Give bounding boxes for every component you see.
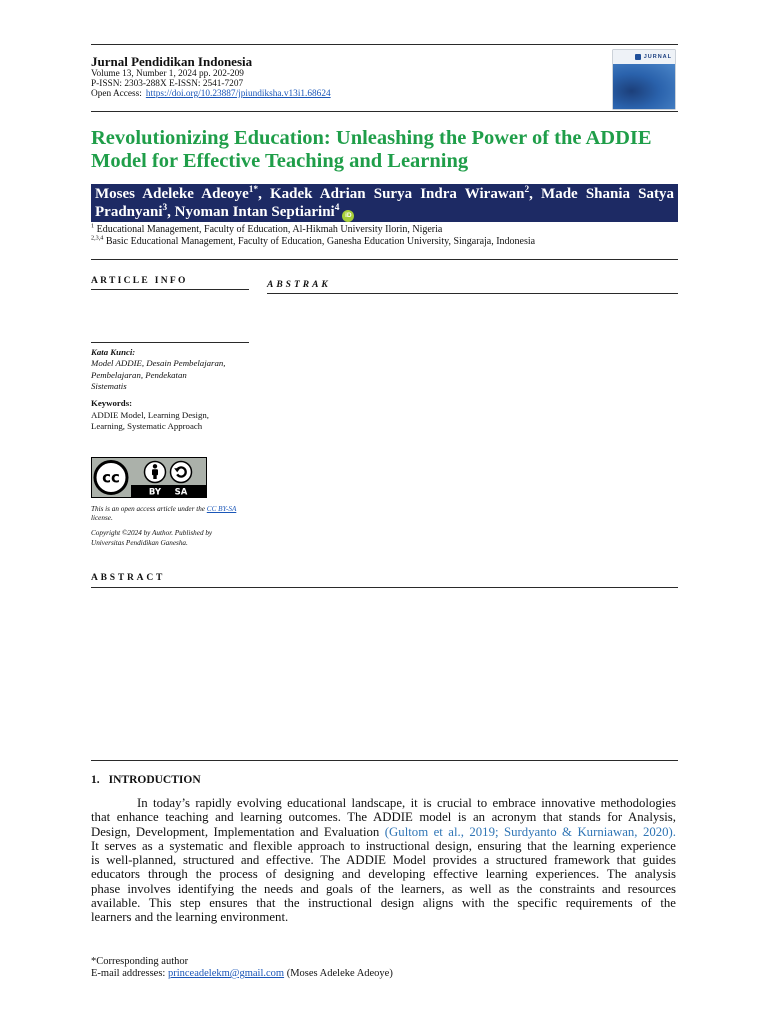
license-statement: [91, 505, 249, 523]
affiliation-item: [91, 224, 535, 236]
citation: (Gultom et al., 2019; Surdyanto & Kurniawan, 2020).: [384, 824, 677, 839]
license-suffix: license.: [91, 514, 113, 522]
footnote: [91, 956, 393, 980]
paragraph-line: learners and the learning environment.: [91, 910, 289, 924]
doi-link[interactable]: https://doi.org/10.23887/jpiundiksha.v13i1.68624: [145, 89, 331, 99]
copyright-statement: [91, 529, 249, 548]
paragraph-line: is well-planned, structured and effective. The ADDIE Model provides a structured framework that guides: [91, 853, 676, 867]
author-name: Made Shania Satya Pradnyani: [95, 186, 675, 220]
section-heading-introduction: [91, 773, 201, 787]
author-bar: [91, 184, 678, 222]
keywords-line: ADDIE Model, Learning Design,: [91, 409, 209, 420]
author-affiliation-mark: 1*: [248, 185, 259, 195]
kata-kunci-block: [91, 347, 249, 393]
header-bottom-rule: [91, 111, 678, 112]
paragraph-line: It serves as a systematic and flexible approach to instructional design, ensuring that the learning experience: [91, 838, 676, 853]
author-name: Moses Adeleke Adeoye: [95, 186, 249, 202]
affiliations-rule: [91, 259, 678, 260]
section-title: INTRODUCTION: [108, 774, 201, 786]
paragraph-line: that enhance teaching and learning outcomes. The ADDIE model is an acronym that stands for Analysis,: [91, 810, 676, 825]
article-info-heading: ARTICLE INFO: [91, 276, 188, 286]
kata-kunci-line: Pembelajaran, Pendekatan: [91, 369, 187, 380]
abstrak-underline: [267, 293, 678, 294]
copyright-line: Copyright ©2024 by Author. Published by: [91, 529, 213, 537]
cover-title: JURNAL: [643, 54, 672, 60]
paragraph-line: phase involves identifying the needs and goals of the learners, as well as the constraints and resources: [91, 881, 676, 896]
keywords-label: Keywords:: [91, 398, 133, 408]
email-owner: (Moses Adeleke Adeoye): [286, 968, 393, 979]
copyright-line: Universitas Pendidikan Ganesha.: [91, 538, 188, 547]
journal-volume: Volume 13, Number 1, 2024 pp. 202-209: [91, 69, 244, 79]
orcid-icon[interactable]: [342, 210, 354, 222]
attribution-person-icon: [145, 462, 166, 483]
article-info-underline: [91, 289, 249, 290]
header-top-rule: [91, 44, 678, 45]
paper-title: [91, 127, 691, 173]
paragraph-line: available. This step ensures that the instructional design aligns with the specific requirements of the: [91, 895, 676, 910]
cover-header-band: [613, 50, 675, 64]
article-info-divider: [91, 342, 249, 343]
corresponding-author-note: *Corresponding author: [91, 956, 189, 967]
author-name: Nyoman Intan Septiarini: [174, 204, 335, 220]
open-access-line: [91, 89, 331, 99]
affiliation-mark: 1: [91, 222, 95, 230]
author-affiliation-mark: 3: [162, 203, 168, 213]
affiliation-mark: 2,3,4: [91, 234, 104, 242]
journal-header: [91, 54, 331, 99]
journal-issn: P-ISSN: 2303-288X E-ISSN: 2541-7207: [91, 79, 244, 89]
cc-logo-icon: [95, 462, 127, 494]
license-link[interactable]: CC BY-SA: [206, 505, 237, 513]
author-separator: ,: [529, 186, 533, 202]
email-line: [91, 968, 393, 980]
journal-cover-image: [613, 50, 675, 109]
keywords-block: [91, 398, 249, 433]
introduction-paragraph: [91, 796, 676, 924]
paragraph-line-text: Design, Development, Implementation and Evaluation: [91, 824, 380, 839]
affiliation-text: Educational Management, Faculty of Education, Al-Hikmah University Ilorin, Nigeria: [96, 224, 443, 235]
cover-artwork: [613, 64, 675, 109]
email-label: E-mail addresses:: [91, 968, 166, 979]
paragraph-line: In today’s rapidly evolving educational landscape, it is crucial to embrace innovative methodologies: [137, 796, 676, 810]
cc-badge-label-band: [131, 485, 206, 497]
paper-title-line: Revolutionizing Education: Unleashing the Power of the ADDIE: [91, 127, 652, 149]
author-separator: ,: [167, 204, 171, 220]
share-alike-icon: [171, 462, 192, 483]
kata-kunci-label: Kata Kunci:: [91, 347, 136, 357]
journal-name: Jurnal Pendidikan Indonesia: [91, 54, 253, 69]
paragraph-line: [91, 825, 676, 839]
author-affiliation-mark: 4: [334, 203, 340, 213]
abstrak-heading: ABSTRAK: [267, 280, 331, 290]
affiliation-text: Basic Educational Management, Faculty of Education, Ganesha Education University, Singaraja, Indonesia: [105, 236, 536, 247]
open-access-label: Open Access:: [91, 89, 142, 99]
keywords-line: Learning, Systematic Approach: [91, 421, 203, 432]
cc-badge-sa-label: SA: [174, 487, 188, 498]
affiliation-item: [91, 236, 535, 248]
orcid-icon-label: iD: [345, 212, 352, 219]
author-affiliation-mark: 2: [524, 185, 530, 195]
abstract-heading: ABSTRACT: [91, 573, 166, 583]
cover-logo-icon: [635, 54, 641, 60]
abstract-underline: [91, 587, 678, 588]
kata-kunci-line: Model ADDIE, Desain Pembelajaran,: [91, 358, 226, 369]
author-name: Kadek Adrian Surya Indra Wirawan: [269, 186, 525, 202]
kata-kunci-line: Sistematis: [91, 381, 127, 392]
section-number: 1.: [91, 774, 100, 786]
abstract-end-rule: [91, 760, 678, 761]
cc-badge-by-label: BY: [148, 487, 162, 498]
license-prefix: This is an open access article under the: [91, 505, 205, 513]
email-link[interactable]: princeadelekm@gmail.com: [167, 968, 285, 979]
author-separator: ,: [258, 186, 262, 202]
paragraph-line: educators through the process of designing and developing effective learning experiences. The analysis: [91, 867, 676, 882]
cc-by-sa-badge[interactable]: [91, 457, 207, 498]
cc-logo-text: cc: [102, 468, 120, 487]
paper-title-line: Model for Effective Teaching and Learning: [91, 150, 469, 172]
affiliations: [91, 224, 535, 248]
